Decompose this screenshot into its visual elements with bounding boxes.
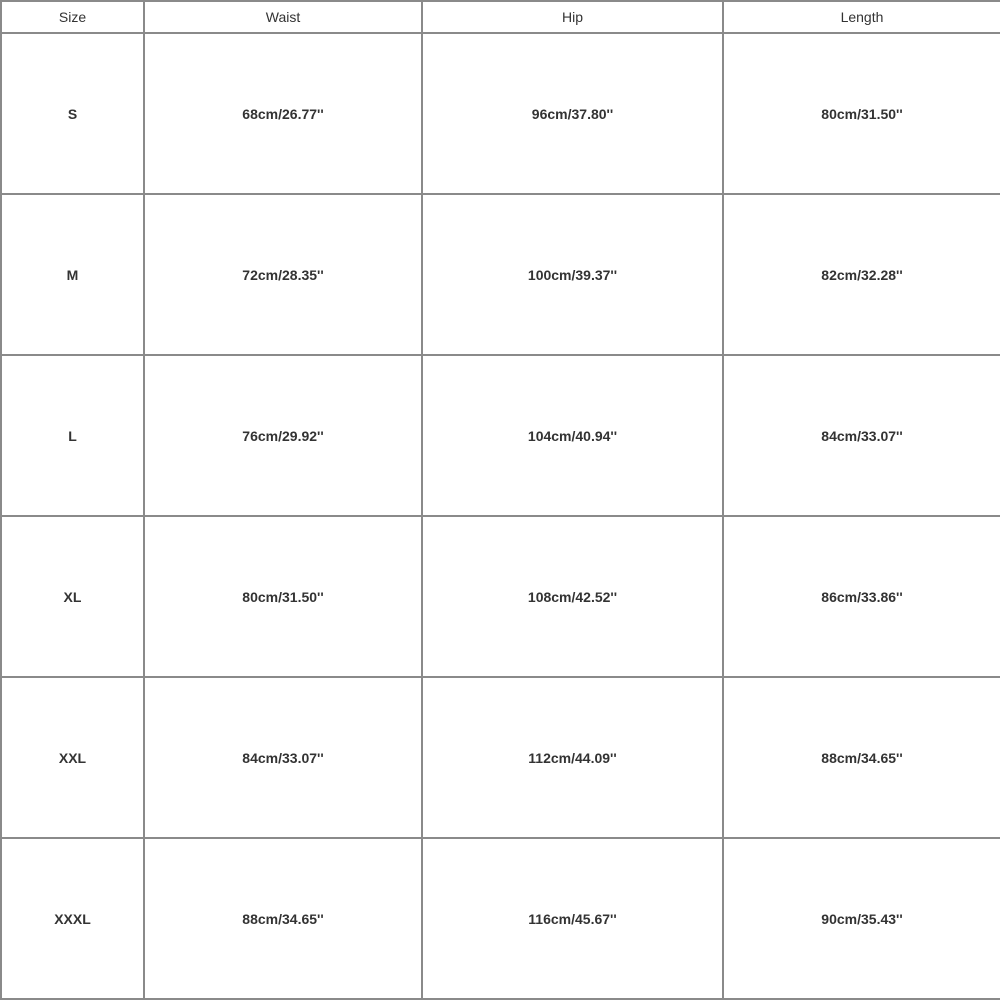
hip-cell: 100cm/39.37'' — [422, 194, 723, 355]
table-row — [1, 33, 1000, 194]
header-waist: Waist — [144, 1, 422, 33]
hip-cell: 108cm/42.52'' — [422, 516, 723, 677]
size-cell: M — [1, 194, 144, 355]
waist-cell: 84cm/33.07'' — [144, 677, 422, 838]
hip-cell: 96cm/37.80'' — [422, 33, 723, 194]
hip-cell: 104cm/40.94'' — [422, 355, 723, 516]
length-cell: 90cm/35.43'' — [723, 838, 1000, 999]
table-row — [1, 516, 1000, 677]
waist-cell: 80cm/31.50'' — [144, 516, 422, 677]
table-row — [1, 355, 1000, 516]
header-row — [1, 1, 1000, 33]
header-length: Length — [723, 1, 1000, 33]
length-cell: 86cm/33.86'' — [723, 516, 1000, 677]
table-row — [1, 838, 1000, 999]
waist-cell: 68cm/26.77'' — [144, 33, 422, 194]
length-cell: 84cm/33.07'' — [723, 355, 1000, 516]
header-hip: Hip — [422, 1, 723, 33]
header-size: Size — [1, 1, 144, 33]
table-row — [1, 677, 1000, 838]
hip-cell: 116cm/45.67'' — [422, 838, 723, 999]
hip-cell: 112cm/44.09'' — [422, 677, 723, 838]
waist-cell: 76cm/29.92'' — [144, 355, 422, 516]
size-cell: L — [1, 355, 144, 516]
length-cell: 88cm/34.65'' — [723, 677, 1000, 838]
length-cell: 82cm/32.28'' — [723, 194, 1000, 355]
waist-cell: 88cm/34.65'' — [144, 838, 422, 999]
size-cell: S — [1, 33, 144, 194]
table-row — [1, 194, 1000, 355]
waist-cell: 72cm/28.35'' — [144, 194, 422, 355]
length-cell: 80cm/31.50'' — [723, 33, 1000, 194]
size-cell: XXL — [1, 677, 144, 838]
size-cell: XXXL — [1, 838, 144, 999]
size-cell: XL — [1, 516, 144, 677]
